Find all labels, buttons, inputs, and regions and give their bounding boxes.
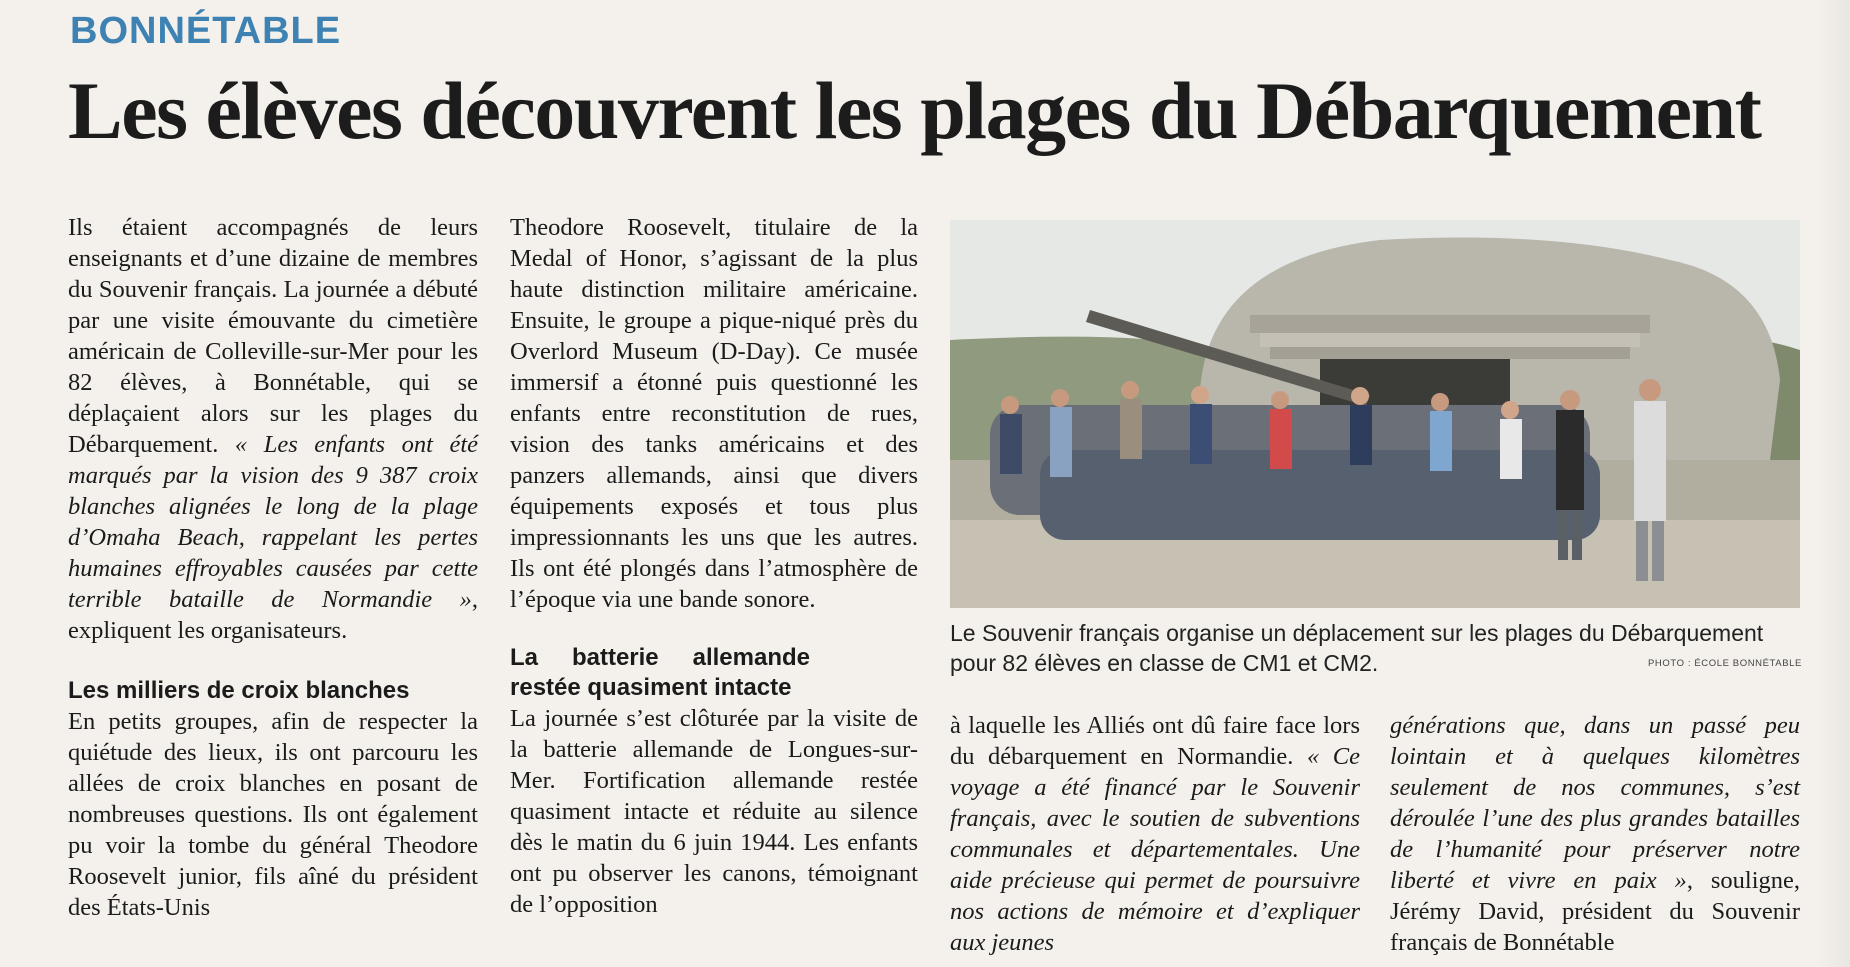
- article-column-2: [510, 212, 918, 920]
- paragraph: En petits groupes, afin de respecter la quiétude des lieux, ils ont parcouru les allées de croix blanches en posant de nombreuses questions. Ils ont également pu voir la tombe du général Theodore Roosevelt junior, fils aîné du président des États-Unis: [68, 708, 478, 921]
- quote: « Les enfants ont été marqués par la vision des 9 387 croix blanches alignées le long de la plage d’Omaha Beach, rappelant les pertes humaines effroyables causées par cette terrible bataille de Normandie »: [68, 431, 478, 613]
- quote: générations que, dans un passé peu lointain et à quelques kilomètres seulement de nos communes, s’est déroulée l’une des plus grandes batailles de l’humanité pour préserver notre liberté et vivre en paix »: [1390, 712, 1800, 894]
- photo-credit: PHOTO : ÉCOLE BONNÉTABLE: [1648, 658, 1802, 669]
- subheading: La batterie allemande restée quasiment intacte: [510, 644, 810, 701]
- photo-caption: Le Souvenir français organise un déplacement sur les plages du Débarquement pour 82 élèves en classe de CM1 et CM2.: [950, 620, 1764, 676]
- section-label: BONNÉTABLE: [70, 10, 342, 52]
- bunker-group-photo-illustration: [950, 220, 1800, 608]
- paragraph: [1390, 710, 1800, 958]
- paragraph: La journée s’est clôturée par la visite de la batterie allemande de Longues-sur-Mer. Fortification allemande restée quasiment intacte et réduite au silence dès le matin du 6 juin 1944. Les enfants ont pu observer les canons, témoignant de l’opposition: [510, 705, 918, 918]
- text: , expliquent les organisateurs.: [68, 586, 478, 644]
- bleed-through-text: [0, 0, 60, 967]
- article-column-3: [950, 710, 1360, 958]
- paragraph: [950, 710, 1360, 958]
- article-column-1: [68, 212, 478, 923]
- text: , souligne, Jérémy David, président du Souvenir français de Bonnétable: [1390, 867, 1800, 956]
- subheading: Les milliers de croix blanches: [68, 677, 410, 704]
- text: Ils étaient accompagnés de leurs enseignants et d’une dizaine de membres du Souvenir français. La journée a débuté par une visite émouvante du cimetière américain de Colleville-sur-Mer pour les 82 élèves, à Bonnétable, qui se déplaçaient alors sur les plages du Débarquement.: [68, 214, 478, 458]
- group-photo: [950, 220, 1800, 608]
- headline: Les élèves découvrent les plages du Débarquement: [68, 65, 1761, 156]
- text: à laquelle les Alliés ont dû faire face lors du débarquement en Normandie.: [950, 712, 1360, 770]
- article-column-4: [1390, 710, 1800, 958]
- paragraph: [68, 212, 478, 646]
- quote: « Ce voyage a été financé par le Souvenir français, avec le soutien de subventions communales et départementales. Une aide précieuse qui permet de poursuivre nos actions de mémoire et d’expliquer aux jeunes: [950, 743, 1361, 956]
- paragraph: Theodore Roosevelt, titulaire de la Medal of Honor, s’agissant de la plus haute distinction militaire américaine. Ensuite, le groupe a pique-niqué près du Overlord Museum (D-Day). Ce musée immersif a étonné puis questionné les enfants entre reconstitution de rues, vision des tanks américains et des panzers allemands, ainsi que divers équipements exposés et tous plus impressionnants les uns que les autres. Ils ont été plongés dans l’atmosphère de l’époque via une bande sonore.: [510, 214, 918, 613]
